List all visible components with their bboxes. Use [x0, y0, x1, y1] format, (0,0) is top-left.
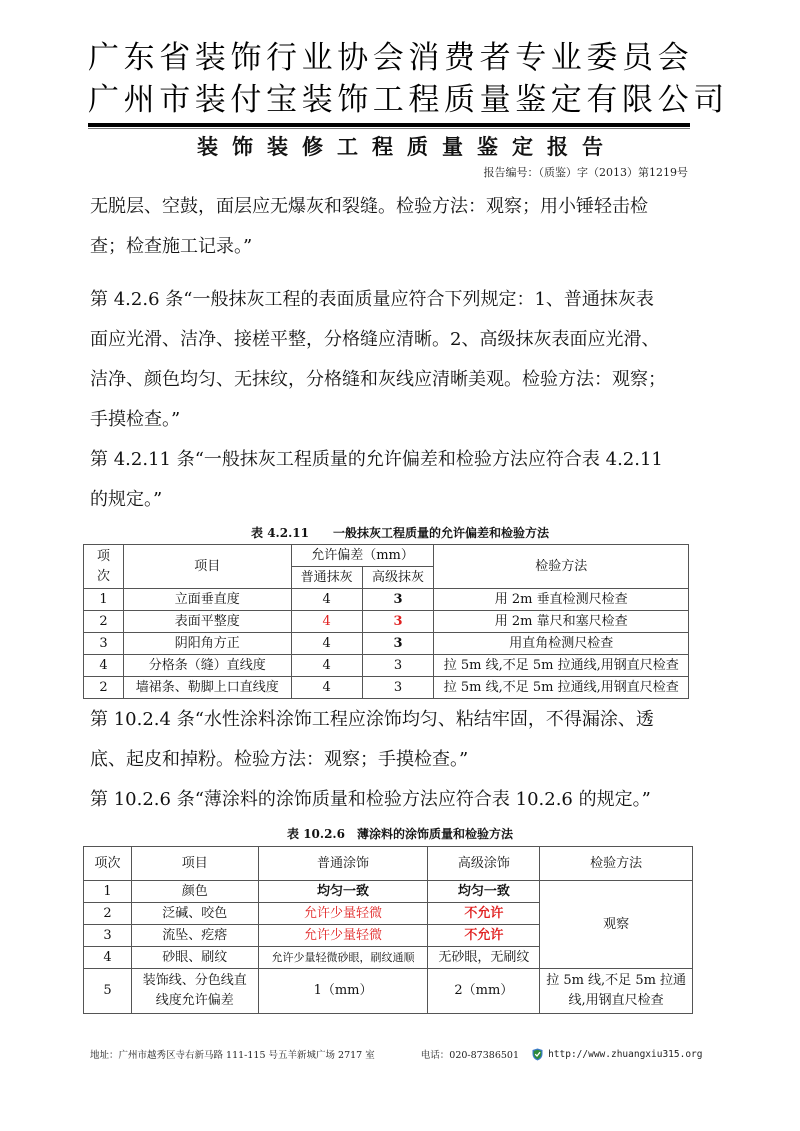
cell-advanced: 3 [362, 655, 434, 677]
cell-advanced: 均匀一致 [428, 881, 540, 903]
cell-normal: 1（mm） [258, 969, 428, 1014]
cell-advanced: 3 [362, 677, 434, 699]
header-advanced: 高级抹灰 [362, 567, 434, 589]
cell-no: 5 [84, 969, 132, 1014]
paragraph-line: 面应光滑、洁净、接槎平整，分格缝应清晰。2、高级抹灰表面应光滑、 [90, 329, 660, 350]
paragraph-clause-10-2-4 [90, 700, 696, 780]
paragraph-continuation [90, 187, 696, 267]
cell-advanced-highlighted: 不允许 [428, 903, 540, 925]
footer-phone: 电话：020-87386501 [420, 1050, 519, 1061]
cell-normal: 4 [291, 589, 362, 611]
cell-method: 用 2m 垂直检测尺检查 [434, 589, 689, 611]
cell-normal: 4 [291, 655, 362, 677]
table-row [84, 611, 689, 633]
cell-item: 泛碱、咬色 [131, 903, 258, 925]
cell-no: 3 [84, 925, 132, 947]
header-no: 项次 [84, 545, 124, 589]
cell-method-merged: 观察 [540, 881, 693, 969]
table-row [84, 589, 689, 611]
cell-advanced: 3 [362, 633, 434, 655]
cell-advanced: 无砂眼，无刷纹 [428, 947, 540, 969]
cell-no: 2 [84, 903, 132, 925]
report-number: 报告编号：（质鉴）字（2013）第1219号 [483, 166, 688, 179]
cell-no: 1 [84, 881, 132, 903]
table-header-row [84, 545, 689, 567]
cell-no: 2 [84, 677, 124, 699]
paragraph-line: 第 10.2.6 条“薄涂料的涂饰质量和检验方法应符合表 10.2.6 的规定。” [90, 789, 651, 810]
org-name-line-2: 广州市装付宝装饰工程质量鉴定有限公司 [88, 82, 729, 118]
header-normal: 普通涂饰 [258, 847, 428, 881]
report-title: 装饰装修工程质量鉴定报告 [197, 135, 617, 159]
paragraph-line: 第 4.2.11 条“一般抹灰工程质量的允许偏差和检验方法应符合表 4.2.11 [90, 449, 663, 470]
paragraph-line: 查；检查施工记录。” [90, 236, 253, 257]
cell-advanced-highlighted: 3 [362, 611, 434, 633]
cell-item: 立面垂直度 [123, 589, 291, 611]
paragraph-line: 的规定。” [90, 489, 163, 510]
header-divider-thick [88, 123, 690, 127]
cell-item: 墙裙条、勒脚上口直线度 [123, 677, 291, 699]
cell-no: 4 [84, 947, 132, 969]
cell-item: 颜色 [131, 881, 258, 903]
table2-caption: 表 10.2.6 薄涂料的涂饰质量和检验方法 [287, 827, 513, 841]
plaster-deviation-table [83, 544, 689, 699]
footer-address: 地址：广州市越秀区寺右新马路 111-115 号五羊新城广场 2717 室 [90, 1050, 375, 1061]
paragraph-line: 底、起皮和掉粉。检验方法：观察；手摸检查。” [90, 749, 469, 770]
table-row [84, 677, 689, 699]
header-item: 项目 [123, 545, 291, 589]
cell-normal: 4 [291, 633, 362, 655]
cell-normal-highlighted: 允许少量轻微 [258, 925, 428, 947]
header-divider-thin [88, 128, 690, 129]
cell-advanced: 2（mm） [428, 969, 540, 1014]
cell-normal-highlighted: 允许少量轻微 [258, 903, 428, 925]
header-method: 检验方法 [540, 847, 693, 881]
table-row [84, 969, 693, 1014]
cell-no: 3 [84, 633, 124, 655]
paragraph-clause-10-2-6 [90, 780, 696, 820]
cell-normal: 允许少量轻微砂眼，刷纹通顺 [258, 947, 428, 969]
cell-method: 用 2m 靠尺和塞尺检查 [434, 611, 689, 633]
cell-normal-highlighted: 4 [291, 611, 362, 633]
cell-no: 4 [84, 655, 124, 677]
header-advanced: 高级涂饰 [428, 847, 540, 881]
paragraph-line: 无脱层、空鼓，面层应无爆灰和裂缝。检验方法：观察；用小锤轻击检 [90, 196, 648, 217]
header-method: 检验方法 [434, 545, 689, 589]
paragraph-line: 洁净、颜色均匀、无抹纹，分格缝和灰线应清晰美观。检验方法：观察； [90, 369, 666, 390]
cell-method: 拉 5m 线,不足 5m 拉通线,用钢直尺检查 [434, 677, 689, 699]
cell-item: 表面平整度 [123, 611, 291, 633]
header-item: 项目 [131, 847, 258, 881]
paragraph-line: 手摸检查。” [90, 409, 181, 430]
cell-no: 1 [84, 589, 124, 611]
cell-item: 装饰线、分色线直线度允许偏差 [131, 969, 258, 1014]
shield-check-icon [532, 1048, 543, 1061]
paragraph-clause-4-2-11 [90, 440, 696, 520]
cell-method: 拉 5m 线,不足 5m 拉通线,用钢直尺检查 [434, 655, 689, 677]
paragraph-line: 第 4.2.6 条“一般抹灰工程的表面质量应符合下列规定：1、普通抹灰表 [90, 289, 654, 310]
cell-item: 砂眼、刷纹 [131, 947, 258, 969]
table-row [84, 881, 693, 903]
org-name-line-1: 广东省装饰行业协会消费者专业委员会 [88, 40, 694, 76]
header-no: 项次 [84, 847, 132, 881]
cell-normal: 4 [291, 677, 362, 699]
page-footer [90, 1047, 703, 1061]
cell-item: 分格条（缝）直线度 [123, 655, 291, 677]
cell-method: 拉 5m 线,不足 5m 拉通线,用钢直尺检查 [540, 969, 693, 1014]
paragraph-clause-4-2-6 [90, 280, 696, 440]
cell-no: 2 [84, 611, 124, 633]
cell-item: 阴阳角方正 [123, 633, 291, 655]
table-header-row [84, 847, 693, 881]
table1-caption: 表 4.2.11 一般抹灰工程质量的允许偏差和检验方法 [251, 526, 549, 540]
cell-method: 用直角检测尺检查 [434, 633, 689, 655]
cell-advanced-highlighted: 不允许 [428, 925, 540, 947]
coating-quality-table [83, 846, 693, 1014]
header-normal: 普通抹灰 [291, 567, 362, 589]
cell-normal: 均匀一致 [258, 881, 428, 903]
paragraph-line: 第 10.2.4 条“水性涂料涂饰工程应涂饰均匀、粘结牢固，不得漏涂、透 [90, 709, 654, 730]
header-deviation: 允许偏差（mm） [291, 545, 434, 567]
cell-item: 流坠、疙瘩 [131, 925, 258, 947]
table-row [84, 655, 689, 677]
cell-advanced: 3 [362, 589, 434, 611]
footer-url-link[interactable]: http://www.zhuangxiu315.org [548, 1048, 703, 1060]
table-row [84, 633, 689, 655]
